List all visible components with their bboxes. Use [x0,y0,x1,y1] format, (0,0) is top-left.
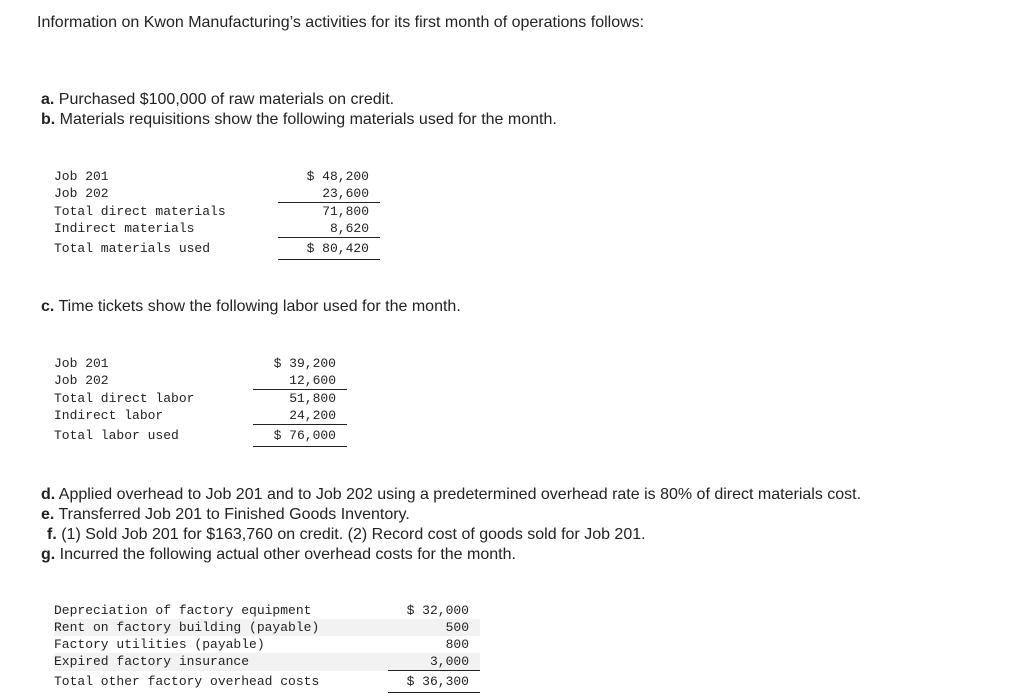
overhead-label: Rent on factory building (payable) [54,620,320,635]
item-b [41,110,557,130]
labor-amount: $ 76,000 [253,425,347,447]
item-f [47,525,646,545]
item-b-letter: b. [41,111,56,128]
materials-label: Total direct materials [54,203,226,219]
materials-row-job-202 [54,185,380,203]
labor-label: Total labor used [54,428,179,443]
materials-label: Indirect materials [54,221,195,237]
materials-row-total-direct [54,203,380,221]
overhead-amount: $ 36,300 [388,671,480,693]
overhead-label: Factory utilities (payable) [54,637,265,652]
materials-label: Total materials used [54,241,211,256]
item-d [41,485,861,505]
labor-label: Job 201 [54,356,109,371]
item-c-text: Time tickets show the following labor used for the month. [54,298,461,315]
overhead-row-depreciation [54,602,480,619]
materials-label: Job 201 [54,169,109,184]
overhead-row-insurance [54,653,480,671]
materials-row-indirect [54,220,380,238]
item-g-text: Incurred the following actual other overhead costs for the month. [55,546,516,563]
labor-row-job-201 [54,355,347,372]
overhead-row-utilities [54,636,480,653]
overhead-amount: 500 [445,620,469,635]
overhead-table [54,602,480,693]
overhead-row-rent [54,619,480,636]
materials-label: Job 202 [54,186,109,202]
item-f-text: (1) Sold Job 201 for $163,760 on credit. (2) Record cost of goods sold for Job 201. [56,526,646,543]
labor-label: Job 202 [54,373,109,389]
labor-amount: 51,800 [289,391,336,406]
materials-row-job-201 [54,168,380,185]
item-c-letter: c. [41,298,55,315]
labor-amount: 12,600 [253,372,347,390]
materials-amount: $ 80,420 [278,238,380,260]
materials-row-total-used [54,238,380,260]
overhead-label: Depreciation of factory equipment [54,603,312,618]
item-b-text: Materials requisitions show the following materials used for the month. [55,111,557,128]
labor-label: Indirect labor [54,408,164,424]
item-d-letter: d. [41,486,56,503]
materials-amount: $ 48,200 [306,169,369,184]
labor-amount: 24,200 [289,408,336,423]
materials-amount: 8,620 [329,221,369,236]
intro-text: Information on Kwon Manufacturing’s activities for its first month of operations follows: [37,14,645,31]
item-c [41,297,461,317]
materials-amount: 23,600 [278,185,380,203]
item-e-letter: e. [41,506,55,523]
labor-row-total-direct [54,390,347,408]
labor-row-job-202 [54,372,347,390]
labor-row-indirect [54,407,347,425]
item-g [41,545,516,565]
item-f-letter: f. [47,526,57,543]
item-g-letter: g. [41,546,56,563]
item-e [41,505,410,525]
item-a [41,90,394,110]
overhead-row-total [54,671,480,693]
labor-amount: $ 39,200 [273,356,336,371]
overhead-amount: $ 32,000 [406,603,469,618]
overhead-label: Expired factory insurance [54,654,250,670]
overhead-label: Total other factory overhead costs [54,674,320,689]
item-e-text: Transferred Job 201 to Finished Goods Inventory. [54,506,410,523]
materials-table [54,168,380,260]
materials-amount: 71,800 [322,204,369,219]
item-d-text: Applied overhead to Job 201 and to Job 202 using a predetermined overhead rate is 80% of direct materials cost. [55,486,862,503]
item-a-text: Purchased $100,000 of raw materials on credit. [54,91,395,108]
labor-label: Total direct labor [54,390,195,406]
overhead-amount: 3,000 [388,653,480,671]
labor-table [54,355,347,447]
overhead-amount: 800 [445,637,469,652]
item-a-letter: a. [41,91,55,108]
labor-row-total-used [54,425,347,447]
